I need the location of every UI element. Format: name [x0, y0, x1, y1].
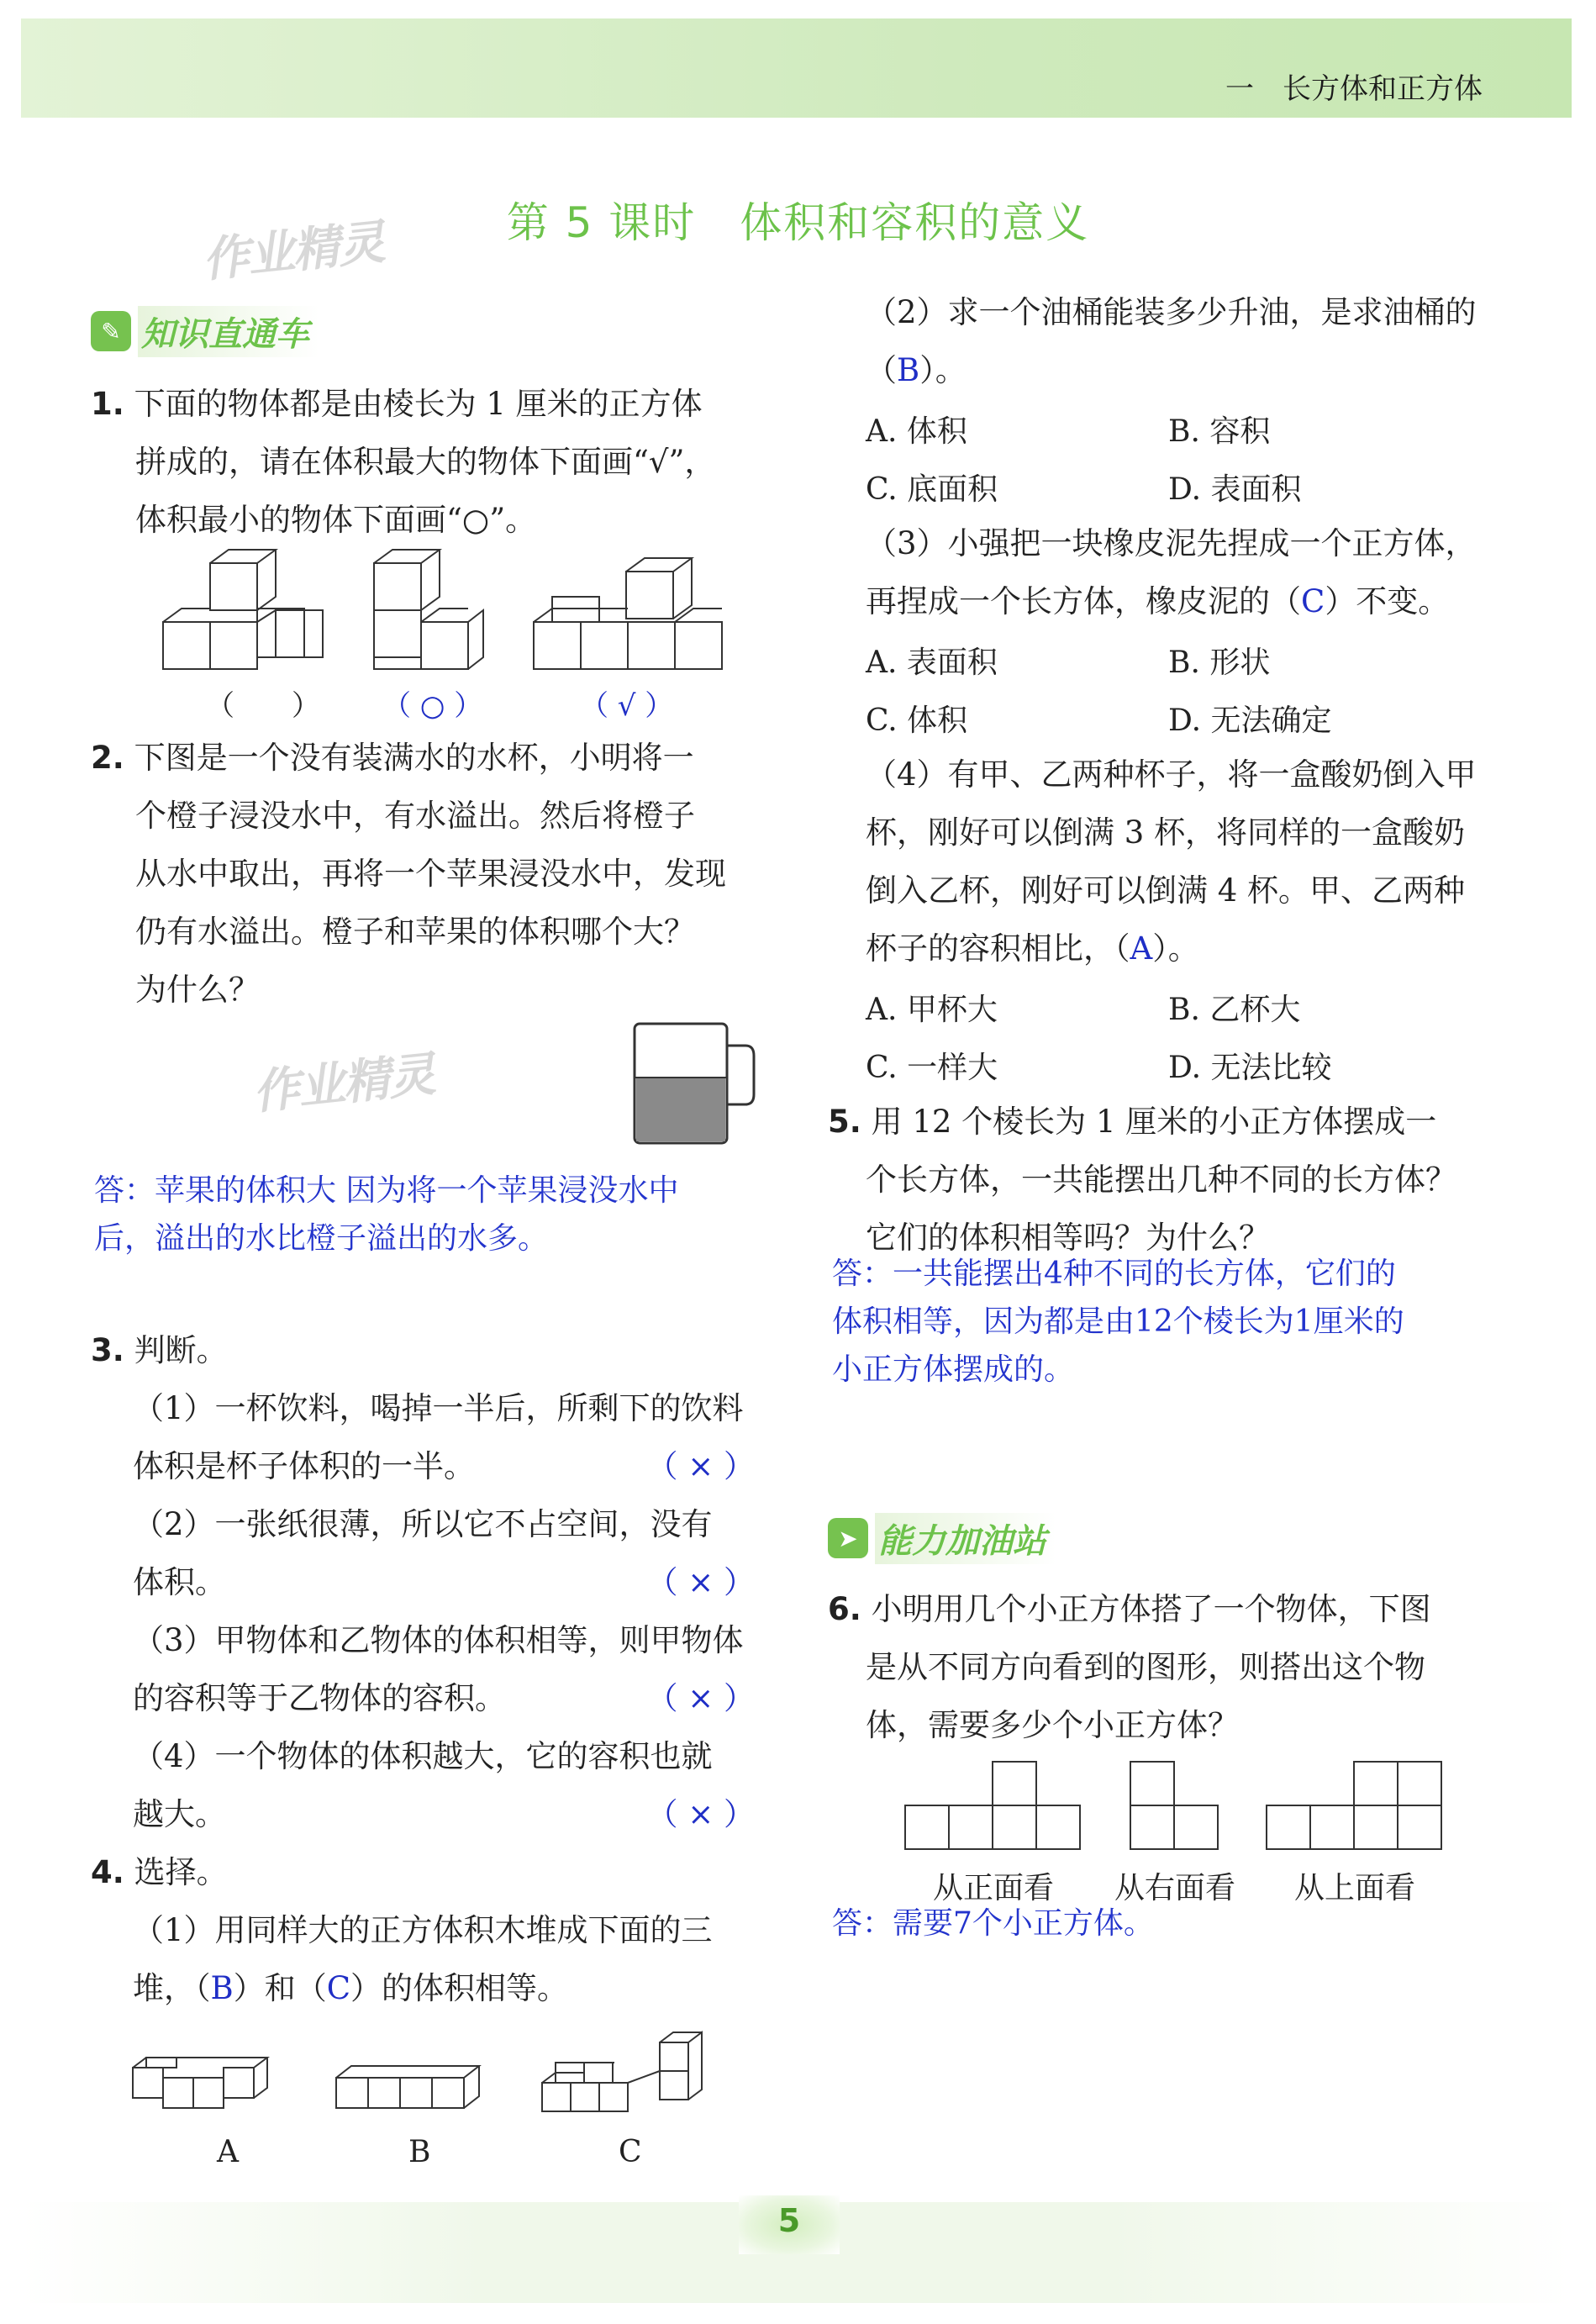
q2-line: 下图是一个没有装满水的水杯，小明将一	[134, 740, 694, 776]
q5-line: 用 12 个棱长为 1 厘米的小正方体摆成一	[871, 1104, 1437, 1140]
answer-letter: B	[897, 352, 920, 388]
question-4	[91, 1843, 763, 2017]
watermark-logo: 作业精灵	[250, 1046, 437, 1121]
text: 再捏成一个长方体，橡皮泥的（	[866, 583, 1301, 619]
q2-line: 从水中取出，再将一个苹果浸没水中，发现	[135, 856, 726, 892]
q4-sub2-line: （2）求一个油桶能装多少升油，是求油桶的	[866, 294, 1477, 330]
text: ）和（	[233, 1970, 327, 2006]
q4-sub3	[866, 514, 1538, 630]
option: A. 表面积	[866, 646, 998, 680]
option: B. 形状	[1168, 646, 1271, 680]
option: B. 容积	[1168, 414, 1271, 449]
q4-sub3-line: （3）小强把一块橡皮泥先捏成一个正方体，	[866, 525, 1477, 561]
pile-label-b: B	[408, 2135, 431, 2169]
watermark-logo: 作业精灵	[199, 214, 387, 289]
view-label-front: 从正面看	[933, 1871, 1055, 1905]
question-5	[828, 1093, 1517, 1267]
q3-item-line: 的容积等于乙物体的容积。	[133, 1680, 506, 1716]
option: C. 体积	[866, 704, 968, 738]
question-number: 6.	[828, 1591, 861, 1627]
question-2	[91, 729, 763, 1019]
section-ability-label: 能力加油站	[875, 1513, 1056, 1564]
question-number: 4.	[91, 1854, 124, 1890]
q2-line: 为什么？	[135, 972, 260, 1008]
page-number: 5	[739, 2195, 840, 2254]
q4-sub4	[866, 746, 1538, 978]
question-1	[91, 375, 755, 549]
q3-item-line: 体积是杯子体积的一半。	[133, 1448, 475, 1484]
text: ）的体积相等。	[350, 1970, 569, 2006]
q2-line: 仍有水溢出。橙子和苹果的体积哪个大？	[135, 914, 695, 950]
question-number: 3.	[91, 1332, 124, 1368]
text: 杯子的容积相比，（	[866, 930, 1130, 967]
answer-letter: C	[1301, 583, 1325, 619]
q6-line: 是从不同方向看到的图形，则搭出这个物	[866, 1649, 1425, 1685]
runner-icon: ➤	[828, 1518, 868, 1558]
q4-title: 选择。	[134, 1854, 228, 1890]
q3-title: 判断。	[134, 1332, 228, 1368]
q3-item-line: 体积。	[133, 1564, 226, 1600]
q4-sub4-line: （4）有甲、乙两种杯子，将一盒酸奶倒入甲	[866, 756, 1477, 793]
q4-sub4-line: 倒入乙杯，刚好可以倒满 4 杯。甲、乙两种	[866, 872, 1466, 909]
question-3	[91, 1321, 763, 1379]
judgement-mark: （ × ）	[646, 1680, 755, 1716]
option: C. 一样大	[866, 1051, 998, 1085]
section-ability	[828, 1515, 1056, 1562]
answer-line: 体积相等，因为都是由12个棱长为1厘米的	[832, 1304, 1404, 1339]
q4-sub4-line: 杯，刚好可以倒满 3 杯，将同样的一盒酸奶	[866, 814, 1466, 851]
q5-line: 它们的体积相等吗？为什么？	[866, 1220, 1270, 1256]
cube-stack-2	[374, 550, 483, 669]
option: C. 底面积	[866, 472, 998, 507]
answer-letter: A	[1130, 930, 1153, 967]
block-pile-b	[336, 2066, 479, 2108]
front-view	[905, 1762, 1080, 1849]
answer-line: 答：一共能摆出4种不同的长方体，它们的	[832, 1257, 1396, 1291]
option: D. 无法确定	[1168, 704, 1332, 738]
q1-line: 下面的物体都是由棱长为 1 厘米的正方体	[134, 386, 703, 422]
judgement-mark: （ × ）	[646, 1564, 755, 1600]
lightbulb-icon: ✎	[91, 311, 131, 351]
view-label-top: 从上面看	[1294, 1871, 1416, 1905]
q3-items	[133, 1379, 755, 1843]
answer-line: 后，溢出的水比橙子溢出的水多。	[94, 1221, 549, 1256]
text: ）。	[919, 352, 967, 388]
pile-label-c: C	[619, 2135, 642, 2169]
question-number: 5.	[828, 1104, 861, 1140]
question-number: 2.	[91, 740, 124, 776]
option: B. 乙杯大	[1168, 993, 1301, 1027]
cube-stack-1	[163, 550, 323, 669]
q4-sub1-line: （1）用同样大的正方体积木堆成下面的三	[133, 1912, 713, 1948]
question-6	[828, 1580, 1517, 1754]
cube-stack-3	[534, 558, 722, 669]
q4-block-figures	[126, 2034, 731, 2118]
q1-answer-3: （ √ ）	[580, 689, 674, 723]
q5-line: 个长方体，一共能摆出几种不同的长方体？	[866, 1162, 1456, 1198]
section-basic-label: 知识直通车	[138, 306, 319, 357]
option: D. 表面积	[1168, 472, 1302, 507]
q3-item: （3）甲物体和乙物体的体积相等，则甲物体	[133, 1622, 744, 1658]
question-number: 1.	[91, 386, 124, 422]
option: A. 体积	[866, 414, 967, 449]
option: A. 甲杯大	[866, 993, 998, 1027]
q3-item: （1）一杯饮料，喝掉一半后，所剩下的饮料	[133, 1390, 744, 1426]
q5-answer	[832, 1250, 1521, 1394]
pile-label-a: A	[217, 2135, 239, 2169]
judgement-mark: （ × ）	[646, 1448, 755, 1484]
water-cup-icon	[626, 1017, 761, 1151]
q3-item: （4）一个物体的体积越大，它的容积也就	[133, 1738, 713, 1774]
text: 堆，（	[133, 1970, 211, 2006]
q2-line: 个橙子浸没水中，有水溢出。然后将橙子	[135, 798, 695, 834]
view-label-right: 从右面看	[1114, 1871, 1236, 1905]
answer-letter: B	[210, 1970, 234, 2006]
top-view	[1267, 1762, 1441, 1849]
q6-answer: 答：需要7个小正方体。	[832, 1906, 1154, 1941]
q1-line: 体积最小的物体下面画“○”。	[135, 502, 537, 538]
block-pile-c	[542, 2032, 702, 2111]
right-view	[1130, 1762, 1218, 1849]
text: （	[866, 352, 897, 388]
q4-sub1-line2	[91, 1959, 763, 2017]
q1-answer-1: （ ）	[206, 689, 320, 723]
q1-answer-2: （ ○ ）	[382, 689, 483, 723]
answer-letter: C	[326, 1970, 351, 2006]
q2-answer	[94, 1167, 766, 1262]
judgement-mark: （ × ）	[646, 1796, 755, 1832]
answer-line: 小正方体摆成的。	[832, 1352, 1075, 1387]
text: ）。	[1152, 930, 1199, 967]
q4-sub2	[866, 283, 1521, 399]
q6-line: 体，需要多少个小正方体？	[866, 1707, 1239, 1743]
section-basic	[91, 308, 319, 355]
lesson-title: 第 5 课时 体积和容积的意义	[506, 198, 1090, 247]
chapter-title: 一 长方体和正方体	[1225, 72, 1483, 106]
q6-view-figures	[903, 1757, 1450, 1858]
text: ）不变。	[1325, 583, 1450, 619]
q3-item: （2）一张纸很薄，所以它不占空间，没有	[133, 1506, 713, 1542]
q6-line: 小明用几个小正方体搭了一个物体，下图	[871, 1591, 1431, 1627]
q1-line: 拼成的，请在体积最大的物体下面画“√”，	[135, 444, 716, 480]
block-pile-a	[133, 2058, 267, 2108]
answer-line: 答：苹果的体积大 因为将一个苹果浸没水中	[94, 1173, 679, 1208]
q1-cube-figures	[151, 546, 756, 689]
q3-item-line: 越大。	[133, 1796, 226, 1832]
option: D. 无法比较	[1168, 1051, 1332, 1085]
